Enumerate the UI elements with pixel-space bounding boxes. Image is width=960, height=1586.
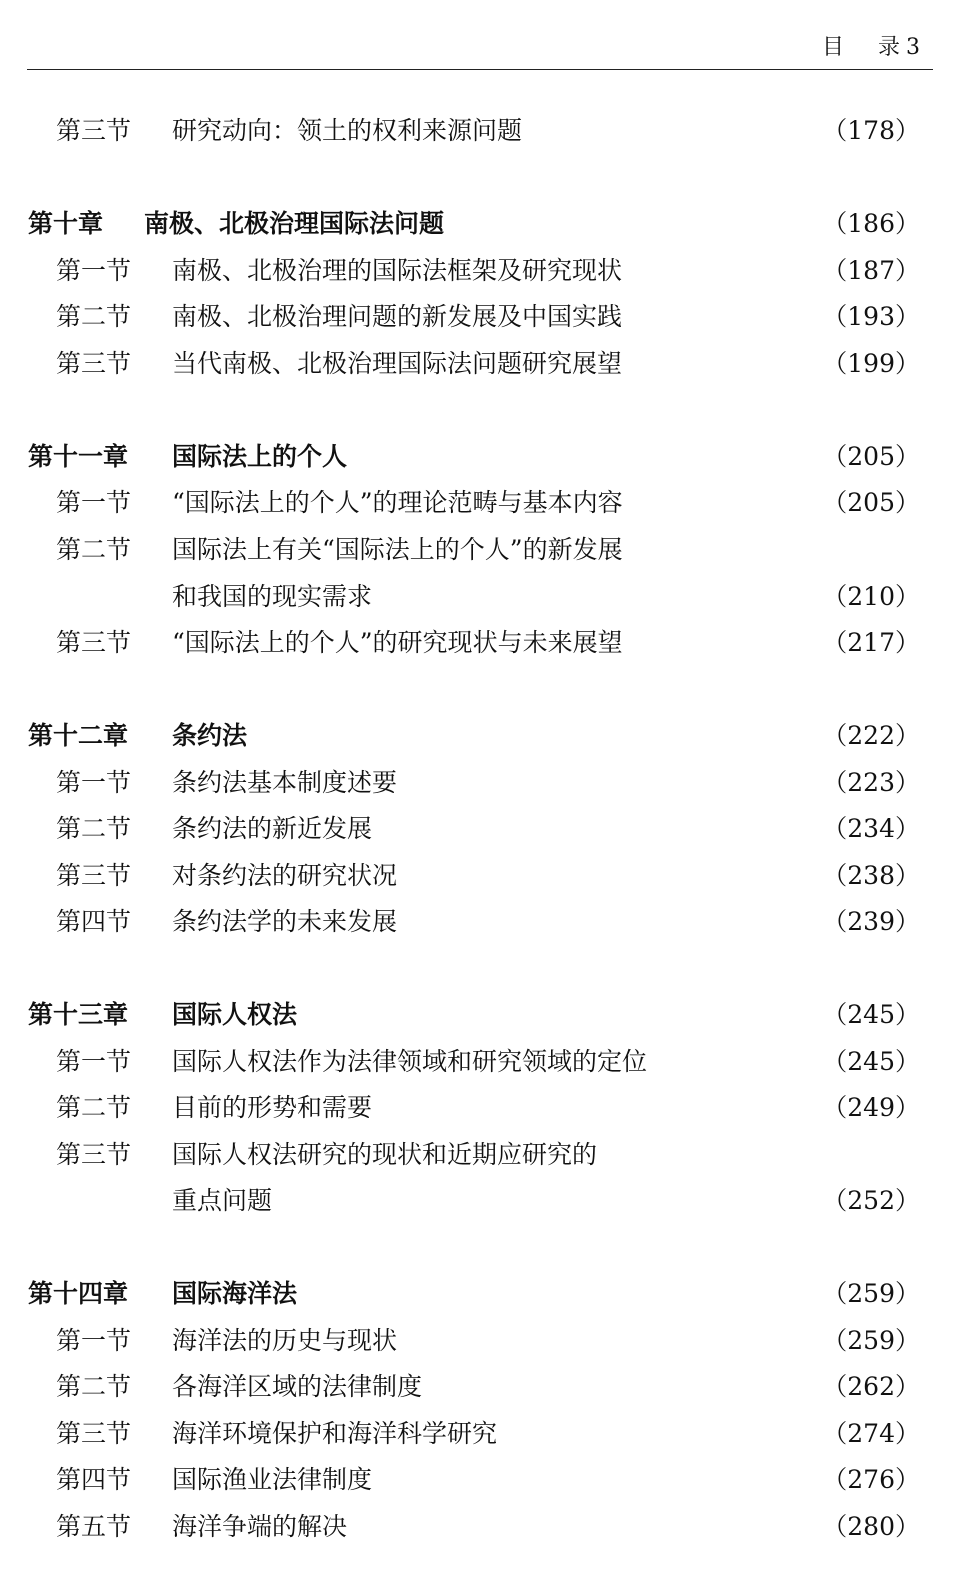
toc-entry-number: 第十一章 [28,442,129,471]
toc-dot-leader [301,1181,810,1221]
toc-entry-page: （249） [822,1093,920,1122]
toc-entry-title: 国际人权法研究的现状和近期应研究的 [172,1140,598,1169]
toc-entry-page: （274） [822,1419,920,1448]
toc-entry-number: 第五节 [56,1512,132,1541]
toc-entry-page: （280） [822,1512,920,1541]
toc-entry-title: 当代南极、北极治理国际法问题研究展望 [172,349,623,378]
toc-chapter-entry[interactable] [0,995,960,1035]
toc-dot-leader [420,902,810,942]
toc-entry-title: “国际法上的个人”的研究现状与未来展望 [172,628,623,657]
toc-section-entry[interactable] [0,902,960,942]
toc-entry-number: 第二节 [56,814,132,843]
toc-entry-page: （259） [822,1326,920,1355]
toc-dot-leader [672,1042,810,1082]
toc-dot-leader [651,623,810,663]
toc-section-entry[interactable] [0,297,960,337]
toc-section-entry[interactable] [0,344,960,384]
header-rule [27,69,933,70]
running-head-mu: 目 [821,35,844,60]
toc-section-entry[interactable] [0,530,960,570]
toc-entry-title: 海洋环境保护和海洋科学研究 [172,1419,498,1448]
toc-entry-title: 海洋法的历史与现状 [172,1326,398,1355]
toc-entry-title: 南极、北极治理问题的新发展及中国实践 [172,302,623,331]
toc-entry-number: 第二节 [56,1372,132,1401]
toc-entry-number: 第二节 [56,1093,132,1122]
toc-entry-number: 第十章 [28,209,104,238]
toc-entry-title: 条约法 [172,721,248,750]
toc-dot-leader [448,1367,810,1407]
toc-entry-number: 第十三章 [28,1000,129,1029]
toc-entry-title: 国际海洋法 [172,1279,298,1308]
toc-entry-number: 第四节 [56,907,132,936]
toc-chapter-entry[interactable] [0,716,960,756]
toc-section-entry[interactable] [0,809,960,849]
toc-section-entry[interactable] [0,1414,960,1454]
toc-dot-leader [399,809,810,849]
toc-dot-leader [399,1460,810,1500]
toc-entry-number: 第三节 [56,1419,132,1448]
toc-entry-title: 国际法上有关“国际法上的个人”的新发展 [172,535,623,564]
toc-entry-title: 和我国的现实需求 [172,582,373,611]
toc-entry-title: 南极、北极治理国际法问题 [144,209,445,238]
toc-entry-title: 国际法上的个人 [172,442,348,471]
toc-entry-title: 重点问题 [172,1186,273,1215]
toc-section-entry[interactable] [0,251,960,291]
toc-dot-leader [322,1274,810,1314]
toc-entry-number: 第十四章 [28,1279,129,1308]
toc-section-entry[interactable] [0,1321,960,1361]
toc-section-entry[interactable] [0,1367,960,1407]
toc-entry-page: （259） [822,1279,920,1308]
toc-section-entry[interactable] [0,1181,960,1221]
toc-entry-page: （239） [822,907,920,936]
toc-entry-number: 第三节 [56,349,132,378]
toc-entry-title: 南极、北极治理的国际法框架及研究现状 [172,256,623,285]
toc-entry-title: 条约法基本制度述要 [172,768,398,797]
toc-dot-leader [322,995,810,1035]
toc-entry-page: （178） [822,116,920,145]
toc-dot-leader [651,251,810,291]
toc-entry-title: 条约法的新近发展 [172,814,373,843]
toc-entry-page: （205） [822,488,920,517]
toc-entry-number: 第十二章 [28,721,129,750]
toc-entry-title: 各海洋区域的法律制度 [172,1372,423,1401]
toc-entry-page: （234） [822,814,920,843]
toc-entry-title: 研究动向：领土的权利来源问题 [172,116,523,145]
toc-section-entry[interactable] [0,1042,960,1082]
toc-dot-leader [399,1088,810,1128]
toc-entry-number: 第三节 [56,628,132,657]
toc-entry-title: 国际人权法 [172,1000,298,1029]
toc-section-entry[interactable] [0,1460,960,1500]
toc-section-entry[interactable] [0,763,960,803]
toc-entry-title: 国际人权法作为法律领域和研究领域的定位 [172,1047,648,1076]
toc-dot-leader [420,1321,810,1361]
toc-entry-title: “国际法上的个人”的理论范畴与基本内容 [172,488,623,517]
toc-dot-leader [651,297,810,337]
toc-entry-page: （252） [822,1186,920,1215]
toc-entry-title: 目前的形势和需要 [172,1093,373,1122]
toc-dot-leader [651,344,810,384]
toc-entry-number: 第一节 [56,1326,132,1355]
toc-entry-page: （187） [822,256,920,285]
toc-entry-number: 第一节 [56,1047,132,1076]
toc-dot-leader [546,111,810,151]
toc-dot-leader [371,437,810,477]
toc-entry-page: （199） [822,349,920,378]
toc-entry-page: （193） [822,302,920,331]
toc-entry-number: 第一节 [56,768,132,797]
toc-dot-leader [273,716,810,756]
running-head-page-number: 3 [906,35,920,60]
toc-dot-leader [399,577,810,617]
toc-entry-number: 第二节 [56,535,132,564]
toc-dot-leader [371,1507,810,1547]
toc-entry-page: （245） [822,1000,920,1029]
toc-entry-page: （205） [822,442,920,471]
toc-dot-leader [420,763,810,803]
toc-section-entry[interactable] [0,1507,960,1547]
toc-section-entry[interactable] [0,1135,960,1175]
toc-dot-leader [420,856,810,896]
running-head [822,30,920,61]
toc-entry-number: 第二节 [56,302,132,331]
toc-dot-leader [525,1414,810,1454]
toc-entry-page: （186） [822,209,920,238]
toc-chapter-entry[interactable] [0,204,960,244]
toc-entry-number: 第三节 [56,116,132,145]
toc-entry-page: （222） [822,721,920,750]
toc-entry-title: 海洋争端的解决 [172,1512,348,1541]
toc-entry-page: （238） [822,861,920,890]
toc-section-entry[interactable] [0,483,960,523]
toc-entry-page: （276） [822,1465,920,1494]
toc-entry-title: 条约法学的未来发展 [172,907,398,936]
toc-chapter-entry[interactable] [0,1274,960,1314]
toc-entry-number: 第四节 [56,1465,132,1494]
toc-entry-page: （245） [822,1047,920,1076]
running-head-lu: 录 [877,35,900,60]
toc-entry-number: 第一节 [56,488,132,517]
toc-entry-number: 第三节 [56,1140,132,1169]
toc-section-entry[interactable] [0,623,960,663]
toc-entry-page: （217） [822,628,920,657]
toc-dot-leader [651,483,810,523]
toc-entry-page: （210） [822,582,920,611]
toc-entry-title: 国际渔业法律制度 [172,1465,373,1494]
toc-entry-page: （262） [822,1372,920,1401]
toc-entry-number: 第三节 [56,861,132,890]
toc-entry-title: 对条约法的研究状况 [172,861,398,890]
toc-chapter-entry[interactable] [0,437,960,477]
toc-section-entry[interactable] [0,577,960,617]
toc-section-entry[interactable] [0,856,960,896]
toc-entry-page: （223） [822,768,920,797]
toc-dot-leader [469,204,810,244]
toc-section-entry[interactable] [0,111,960,151]
toc-entry-number: 第一节 [56,256,132,285]
toc-section-entry[interactable] [0,1088,960,1128]
